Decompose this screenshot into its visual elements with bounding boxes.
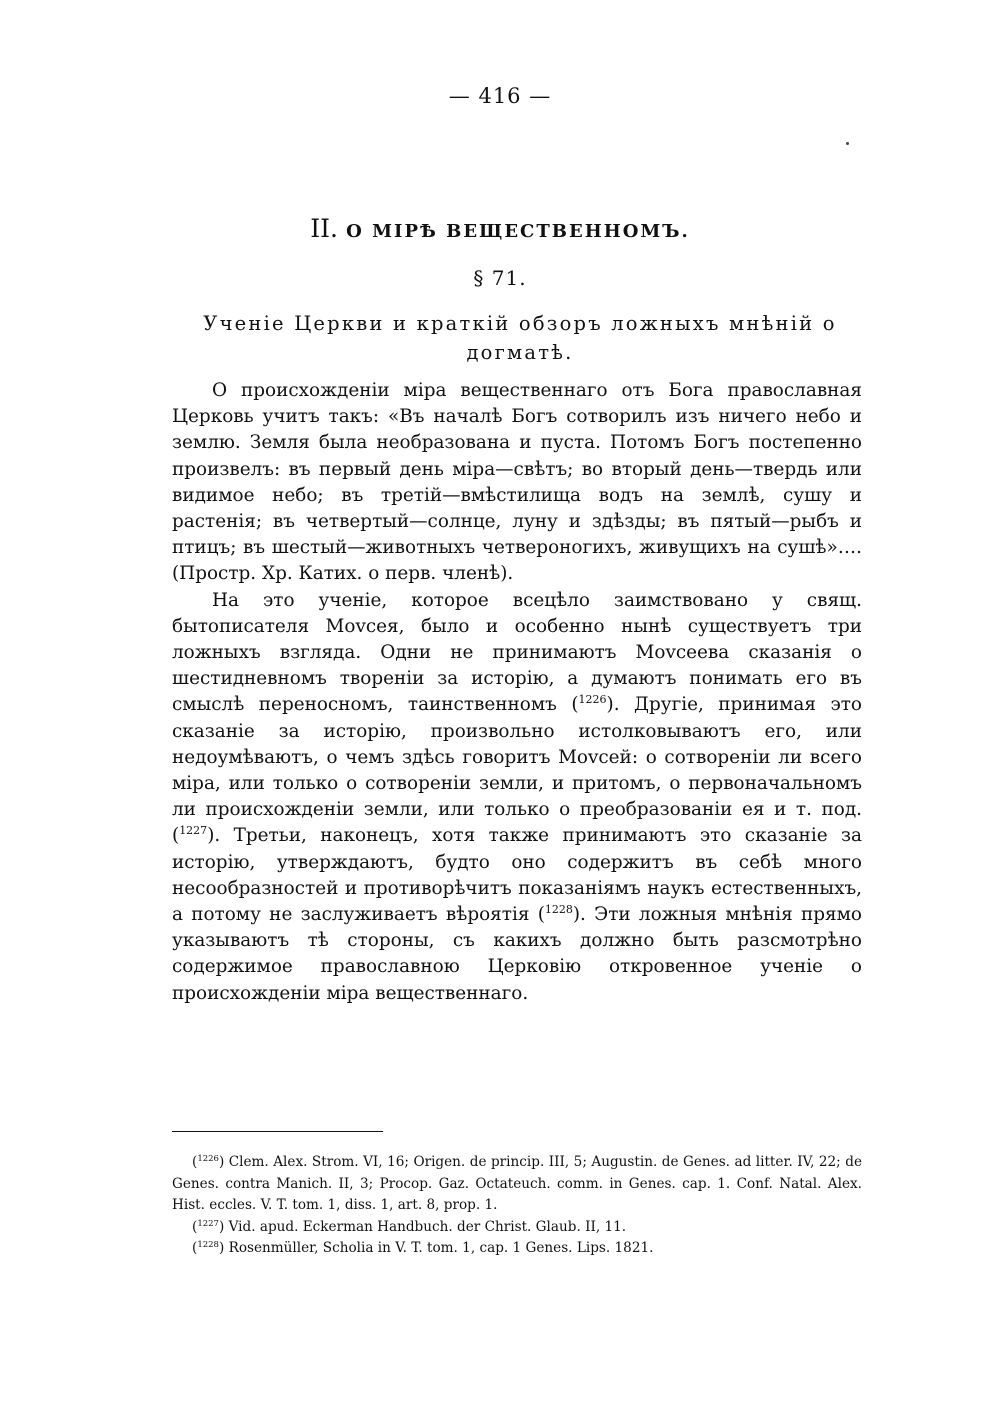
footnote-1228: ($^{1228}$) Rosenmüller, Scholia in V. T. tom. 1, cap. 1 Genes. Lips. 1821.	[192, 1240, 654, 1256]
footnote-ref-1226: 1226	[578, 693, 607, 707]
footnote-1226: ($^{1226}$) Clem. Alex. Strom. VI, 16; Origen. de princip. III, 5; Augustin. de Genes. ad litter. IV, 22; de Genes. contra Manich. II, 3; Procop. Gaz. Octateuch. comm. in Genes. cap. 1. Conf. Natal. Alex. Hist. eccles. V. T. tom. 1, diss. 1, art. 8, prop. 1.	[172, 1154, 862, 1213]
paragraph-2	[172, 588, 862, 1007]
footnote-text: ) Clem. Alex. Strom. VI, 16; Origen. de princip. III, 5; Augustin. de Genes. ad litter. IV, 22; de Genes. contra Manich. II, 3; Procop. Gaz. Octateuch. comm. in Genes. cap. 1. Conf. Natal. Alex. Hist. eccles. V. T. tom. 1, diss. 1, art. 8, prop. 1.	[172, 1154, 862, 1213]
paragraph-2-text-2: ). Другіе, принимая это сказаніе за исторію, произвольно истолковываютъ его, или недоумѣваютъ, о чемъ здѣсь говоритъ Моvсей: о сотвореніи ли всего міра, или только о сотвореніи земли, и притомъ, о первоначальномъ ли происхожденіи земли, или только о преобразованіи ея и т. под. (	[172, 694, 862, 847]
footnote-number: 1226	[197, 1154, 219, 1164]
main-text	[172, 378, 862, 1007]
paragraph-1-text: О происхожденіи міра вещественнаго отъ Бога православная Церковь учитъ такъ: «Въ началѣ Богъ сотворилъ изъ ничего небо и землю. Земля была необразована и пуста. Потомъ Богъ постепенно произвелъ: въ первый день міра—свѣтъ; во вторый день—твердь или видимое небо; въ третій—вмѣстилища водъ на землѣ, сушу и растенія; въ четвертый—солнце, луну и здѣзды; въ пятый—рыбъ и птицъ; въ шестый—животныхъ четвероногихъ, живущихъ на сушѣ»…. (Простр. Хр. Катих. о перв. членѣ).	[172, 380, 862, 585]
footnote-ref-1227: 1227	[179, 824, 208, 838]
page-number: — 416 —	[448, 84, 552, 108]
paragraph-2-text-4: ). Эти ложныя мнѣнія прямо указываютъ тѣ стороны, съ какихъ должно быть разсмотрѣно содержимое православною Церковію откровенное ученіе о происхожденіи міра вещественнаго.	[172, 904, 862, 1004]
footnotes	[172, 1152, 862, 1260]
footnote-separator	[172, 1131, 383, 1132]
footnote-text: ) Rosenmüller, Scholia in V. T. tom. 1, cap. 1 Genes. Lips. 1821.	[218, 1240, 654, 1256]
paragraph-2-text-3: ). Третьи, наконецъ, хотя также принимаютъ это сказаніе за исторію, утверждаютъ, будто оно содержитъ въ себѣ много несообразностей и противорѣчитъ показаніямъ наукъ естественныхъ, а потому не заслуживаетъ вѣроятія (	[172, 825, 862, 926]
footnote-text: ) Vid. apud. Eckerman Handbuch. der Christ. Glaub. II, 11.	[218, 1218, 627, 1235]
section-heading	[0, 214, 1000, 243]
scan-speck	[846, 142, 849, 145]
section-roman-numeral: II.	[310, 214, 338, 243]
section-title: О МІРѢ ВЕЩЕСТВЕННОМЪ.	[346, 221, 690, 242]
footnote-number: 1227	[197, 1218, 219, 1229]
chapter-subtitle: Ученіе Церкви и краткій обзоръ ложныхъ мнѣній о догматѣ.	[203, 312, 837, 364]
paragraph-number: § 71.	[473, 266, 527, 290]
footnote-1227: ($^{1227}$) Vid. apud. Eckerman Handbuch. der Christ. Glaub. II, 11.	[192, 1218, 627, 1235]
footnote-number: 1228	[197, 1240, 219, 1250]
footnote-ref-1228: 1228	[544, 903, 573, 917]
paragraph-1	[172, 378, 862, 588]
paragraph-2-text-1: На это ученіе, которое всецѣло заимствовано у свящ. бытописателя Моvсея, было и особенно нынѣ существуетъ три ложныхъ взгляда. Одни не принимаютъ Моvсеева сказанія о шестидневномъ твореніи за исторію, а думаютъ понимать его въ смыслѣ переносномъ, таинственномъ (	[172, 589, 862, 716]
